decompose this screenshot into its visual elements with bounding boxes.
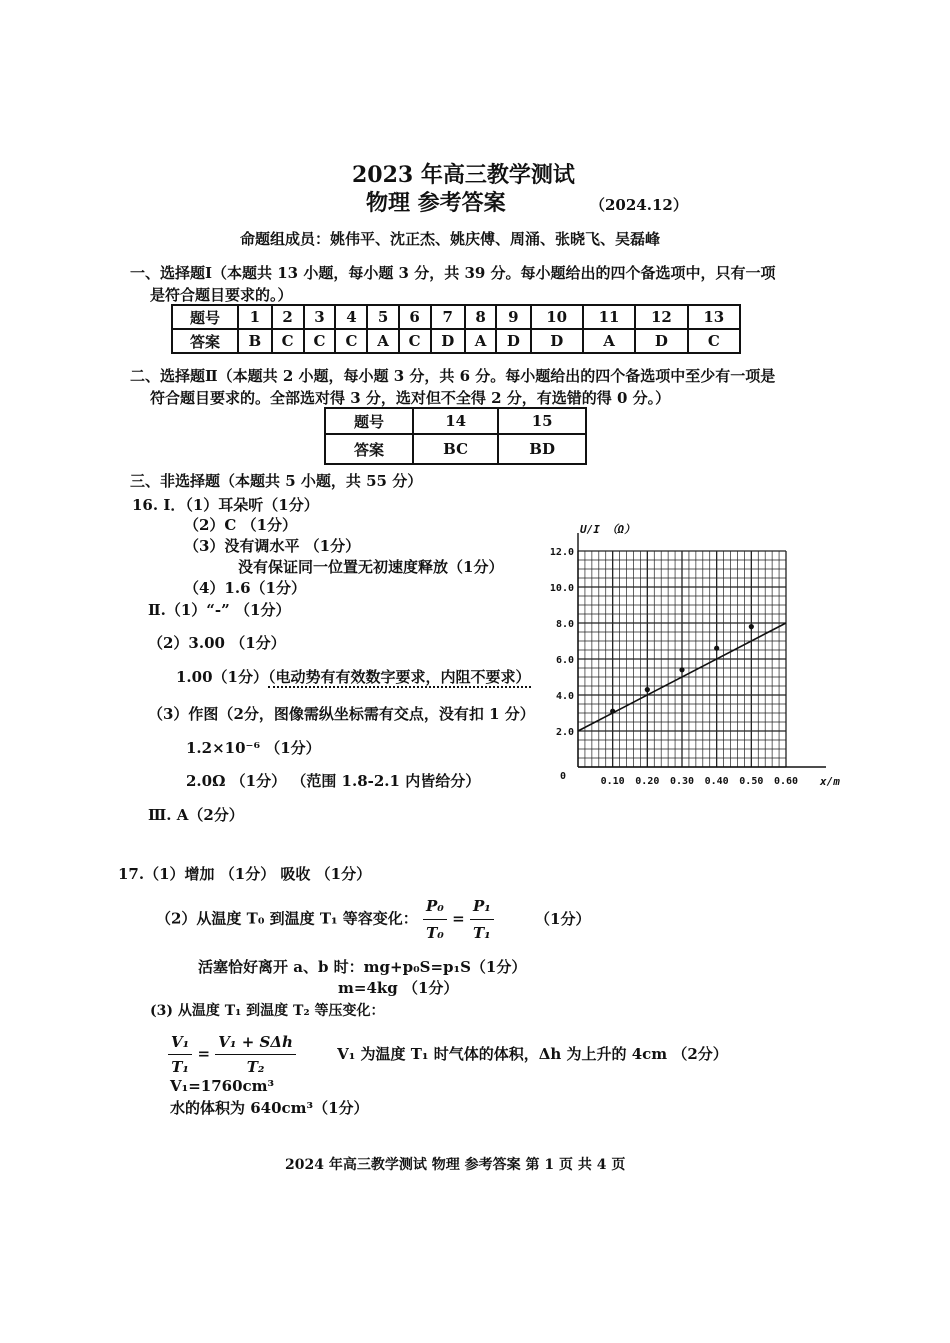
fraction-v1-t1: $\frac{\text{V₁}}{\text{T₁}}$ <box>168 1030 192 1079</box>
table-cell: BD <box>498 434 586 464</box>
table-cell: 1 <box>238 305 272 329</box>
y-tick-label: 12.0 <box>549 547 574 558</box>
table-cell: 4 <box>335 305 367 329</box>
table-cell: 13 <box>688 305 740 329</box>
fraction-p1-t1: $\frac{\text{P₁}}{\text{T₁}}$ <box>470 893 494 946</box>
x-axis-label: x/m <box>820 775 840 788</box>
table-header-cell: 题号 <box>325 408 413 434</box>
table-header-cell: 答案 <box>325 434 413 464</box>
data-point <box>749 624 754 629</box>
q16-line11: 2.0Ω （1分） （范围 1.8-2.1 内皆给分） <box>186 772 481 790</box>
q17-line3: 活塞恰好离开 a、b 时：mg+p₀S=p₁S（1分） <box>198 958 527 976</box>
q16-line9: （3）作图（2分，图像需纵坐标需有交点，没有扣 1 分） <box>148 705 535 723</box>
q17-line5: (3) 从温度 T₁ 到温度 T₂ 等压变化： <box>150 1003 385 1019</box>
q16-line2: （2）C （1分） <box>184 516 298 534</box>
doc-title: 2023 年高三教学测试 <box>352 162 575 188</box>
table-cell: 9 <box>496 305 530 329</box>
q17-line7: 水的体积为 640cm³（1分） <box>170 1099 369 1117</box>
q16-line6: Ⅱ.（1）“-” （1分） <box>148 601 291 619</box>
answer-table-1 <box>171 304 741 354</box>
x-tick-label: 0.50 <box>739 776 764 787</box>
q17-eq2 <box>168 1030 728 1079</box>
table-cell: C <box>399 329 431 353</box>
table-cell: C <box>304 329 336 353</box>
origin-label: 0 <box>559 771 566 782</box>
table-cell: 10 <box>531 305 583 329</box>
table-cell: D <box>496 329 530 353</box>
table-cell: 15 <box>498 408 586 434</box>
table-cell: 6 <box>399 305 431 329</box>
table-cell: 12 <box>635 305 687 329</box>
y-tick-label: 10.0 <box>549 583 574 594</box>
doc-date: （2024.12） <box>590 196 688 214</box>
table-cell: 5 <box>367 305 398 329</box>
q16-line10: 1.2×10⁻⁶ （1分） <box>186 739 321 757</box>
table-row-questions <box>325 408 586 434</box>
q17-line2 <box>156 893 590 946</box>
page-footer: 2024 年高三教学测试 物理 参考答案 第 1 页 共 4 页 <box>285 1157 626 1173</box>
q16-line8-answer: 1.00（1分） <box>176 668 268 686</box>
table-cell: D <box>431 329 465 353</box>
y-tick-label: 8.0 <box>555 619 574 630</box>
q16-line3: （3）没有调水平 （1分） <box>184 537 361 555</box>
section2-heading-line1: 二、选择题Ⅱ（本题共 2 小题，每小题 3 分，共 6 分。每小题给出的四个备选项中至少有一项是 <box>130 367 776 385</box>
x-tick-label: 0.60 <box>773 776 799 787</box>
x-tick-label: 0.30 <box>669 776 695 787</box>
table-cell: C <box>688 329 740 353</box>
table-cell: 3 <box>304 305 336 329</box>
data-point <box>679 667 684 672</box>
section1-heading-line1: 一、选择题Ⅰ（本题共 13 小题，每小题 3 分，共 39 分。每小题给出的四个备选项中，只有一项 <box>130 264 776 282</box>
equals-sign: = <box>452 909 465 928</box>
table-cell: A <box>465 329 496 353</box>
x-tick-label: 0.10 <box>600 776 625 787</box>
x-tick-label: 0.40 <box>704 776 729 787</box>
x-tick-label: 0.20 <box>635 776 660 787</box>
table-row-answers <box>172 329 740 353</box>
table-cell: B <box>238 329 272 353</box>
table-cell: A <box>367 329 398 353</box>
table-cell: D <box>635 329 687 353</box>
q16-line4: 没有保证同一位置无初速度释放（1分） <box>238 558 504 576</box>
data-point <box>610 709 615 714</box>
table-row-answers <box>325 434 586 464</box>
q17-line6: V₁=1760cm³ <box>170 1077 275 1095</box>
equals-sign: = <box>197 1044 211 1063</box>
data-point <box>645 687 650 692</box>
table-cell: 14 <box>413 408 498 434</box>
table-cell: 2 <box>272 305 304 329</box>
section1-heading-line2: 是符合题目要求的。） <box>150 286 293 304</box>
section2-heading-line2: 符合题目要求的。全部选对得 3 分，选对但不全得 2 分，有选错的得 0 分。） <box>150 389 671 407</box>
q17-line2-text: （2）从温度 T₀ 到温度 T₁ 等容变化： <box>156 909 418 928</box>
q16-line5: （4）1.6（1分） <box>184 579 306 597</box>
q17-line1: 17.（1）增加 （1分） 吸收 （1分） <box>118 865 372 883</box>
table-cell: 7 <box>431 305 465 329</box>
table-row-questions <box>172 305 740 329</box>
fraction-p0-t0: $\frac{\text{P₀}}{\text{T₀}}$ <box>423 893 447 946</box>
table-header-cell: 题号 <box>172 305 238 329</box>
q17-line4: m=4kg （1分） <box>338 979 459 997</box>
table-header-cell: 答案 <box>172 329 238 353</box>
table-cell: A <box>583 329 635 353</box>
table-cell: BC <box>413 434 498 464</box>
answer-table-2 <box>324 407 587 465</box>
q17-eq2-note: V₁ 为温度 T₁ 时气体的体积，Δh 为上升的 4cm （2分） <box>337 1044 728 1063</box>
fraction-v1sdh-t2: $\frac{\text{V₁ + SΔh}}{\text{T₂}}$ <box>215 1030 296 1079</box>
y-tick-label: 4.0 <box>555 691 574 702</box>
table-cell: C <box>272 329 304 353</box>
q16-line8-note: （电动势有有效数字要求，内阻不要求） <box>267 668 531 686</box>
table-cell: 8 <box>465 305 496 329</box>
q16-line1: 16. Ⅰ．（1）耳朵听（1分） <box>132 496 319 514</box>
y-tick-label: 2.0 <box>555 727 574 738</box>
table-cell: D <box>531 329 583 353</box>
doc-subtitle: 物理 参考答案 <box>366 190 506 216</box>
q17-line2-score: （1分） <box>535 909 591 928</box>
resistance-graph <box>540 515 840 795</box>
data-point <box>714 646 719 651</box>
q16-line12: Ⅲ. A（2分） <box>148 806 244 824</box>
section3-heading: 三、非选择题（本题共 5 小题，共 55 分） <box>130 472 423 490</box>
table-cell: C <box>335 329 367 353</box>
authors-line: 命题组成员：姚伟平、沈正杰、姚庆傅、周涌、张晓飞、吴磊峰 <box>240 230 661 248</box>
y-tick-label: 6.0 <box>555 655 574 666</box>
y-axis-label: U/I （Ω） <box>580 523 636 536</box>
q16-line8 <box>176 666 531 687</box>
table-cell: 11 <box>583 305 635 329</box>
q16-line7: （2）3.00 （1分） <box>148 634 286 652</box>
